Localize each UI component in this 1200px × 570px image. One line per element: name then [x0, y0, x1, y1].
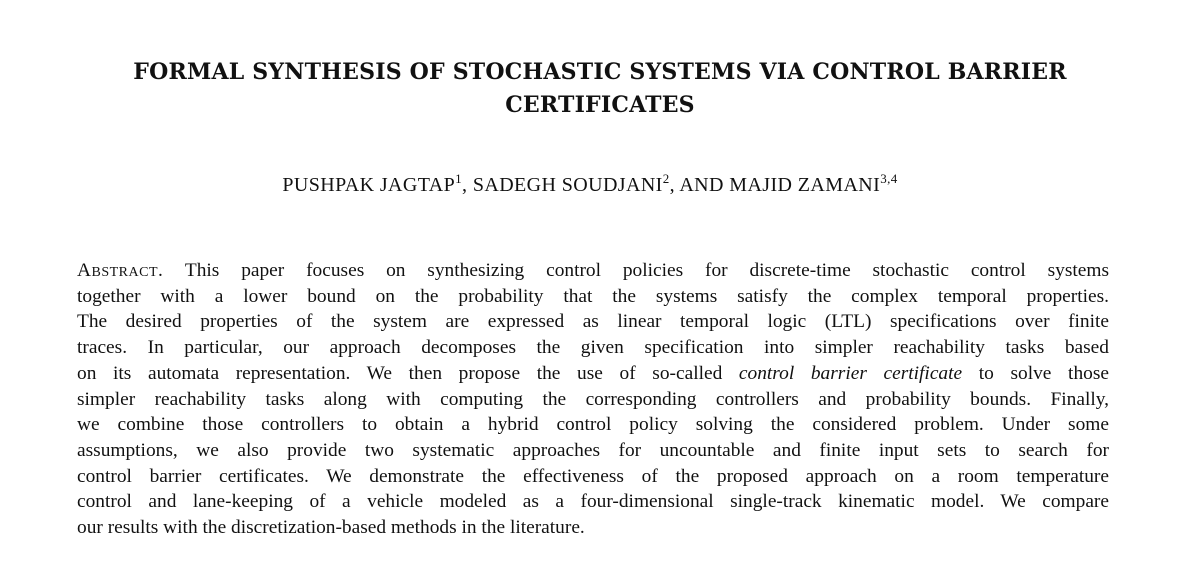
author-separator: ,	[462, 174, 468, 196]
abstract-line: control barrier certificates. We demonstrate the effectiveness of the proposed approach on a room temperature	[77, 465, 1109, 487]
title-line-2: CERTIFICATES	[505, 92, 695, 118]
author-affiliation: 2	[662, 171, 670, 186]
abstract-text: on its automata representation. We then propose the use of so-called	[77, 362, 723, 384]
abstract-line	[77, 361, 1109, 387]
abstract	[77, 258, 1109, 541]
author-affiliation: 3,4	[880, 171, 898, 186]
abstract-label: Abstract.	[77, 260, 164, 281]
author-name: SADEGH SOUDJANI	[472, 174, 663, 196]
abstract-line: we combine those controllers to obtain a hybrid control policy solving the considered problem. Under some	[77, 414, 1109, 436]
abstract-line: assumptions, we also provide two systematic approaches for uncountable and finite input sets to search for	[77, 439, 1109, 461]
abstract-text: This paper focuses on synthesizing control policies for discrete-time stochastic control systems	[184, 260, 1109, 281]
author-separator: ,	[669, 174, 676, 196]
abstract-line: traces. In particular, our approach decomposes the given specification into simpler reachability tasks based	[77, 337, 1109, 359]
author-affiliation: 1	[455, 171, 463, 186]
abstract-text: to solve those	[978, 362, 1109, 384]
author-list	[0, 171, 1180, 197]
paper-title	[40, 56, 1160, 122]
abstract-line: our results with the discretization-based methods in the literature.	[77, 517, 585, 539]
title-line-1: FORMAL SYNTHESIS OF STOCHASTIC SYSTEMS VIA CONTROL BARRIER	[133, 59, 1067, 85]
author-conjunction: AND	[679, 174, 724, 196]
abstract-emphasis: control barrier certificate	[738, 362, 963, 384]
abstract-line: The desired properties of the system are expressed as linear temporal logic (LTL) specifications over finite	[77, 311, 1109, 333]
author-name: PUSHPAK JAGTAP	[282, 174, 456, 196]
abstract-line: simpler reachability tasks along with computing the corresponding controllers and probability bounds. Finally,	[77, 388, 1109, 410]
abstract-line	[77, 258, 1109, 284]
abstract-line: together with a lower bound on the probability that the systems satisfy the complex temporal properties.	[77, 285, 1109, 307]
abstract-line: control and lane-keeping of a vehicle modeled as a four-dimensional single-track kinematic model. We compare	[77, 491, 1109, 513]
author-name: MAJID ZAMANI	[729, 174, 881, 196]
